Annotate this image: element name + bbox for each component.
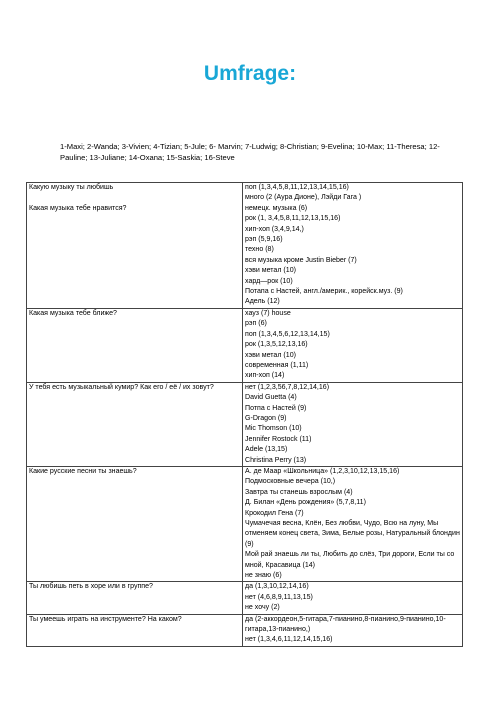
answer-text: нет (1,3,4,6,11,12,14,15,16) bbox=[245, 636, 333, 644]
question-text: Какая музыка тебе ближе? bbox=[29, 309, 117, 317]
question-cell bbox=[27, 614, 243, 646]
answer-text: хард—рок (10) bbox=[245, 277, 293, 285]
question-text: Какая музыка тебе нравится? bbox=[29, 204, 127, 212]
answer-cell bbox=[243, 582, 463, 614]
answer-text: Подмосковные вечера (10,) bbox=[245, 478, 336, 486]
answer-text: Adele (13,15) bbox=[245, 446, 288, 454]
answer-text: не знаю (6) bbox=[245, 572, 282, 580]
question-text: Ты любишь петь в хоре или в группе? bbox=[29, 583, 153, 591]
answer-cell bbox=[243, 183, 463, 309]
answer-cell bbox=[243, 382, 463, 466]
answer-text: рок (1, 3,4,5,8,11,12,13,15,16) bbox=[245, 215, 341, 223]
answer-text: хауз (7) house bbox=[245, 309, 291, 317]
answer-text: поп (1,3,4,5,6,12,13,14,15) bbox=[245, 330, 330, 338]
answer-text: хип-хоп (14) bbox=[245, 372, 285, 380]
question-text: У тебя есть музыкальный кумир? Как его / её / их зовут? bbox=[29, 383, 214, 391]
answer-text: Потпа с Настей (9) bbox=[245, 404, 307, 412]
question-cell bbox=[27, 183, 243, 309]
answer-text: рэп (6) bbox=[245, 320, 267, 328]
table-row bbox=[27, 614, 463, 646]
table-row bbox=[27, 183, 463, 309]
survey-table-body bbox=[27, 183, 463, 647]
question-text: Какую музыку ты любишь bbox=[29, 184, 114, 191]
answer-text: рэп (5,9,16) bbox=[245, 236, 283, 244]
answer-text: нет (1,2,3,56,7,8,12,14,16) bbox=[245, 383, 330, 391]
answer-text: Мой рай знаешь ли ты, Любить до слёз, Три дороги, Если ты со мной, Красавица (14) bbox=[245, 551, 455, 569]
answer-text: рок (1,3,5,12,13,16) bbox=[245, 341, 308, 349]
answer-text: современная (1,11) bbox=[245, 361, 309, 369]
answer-cell bbox=[243, 308, 463, 382]
answer-text: да (1,3,10,12,14,16) bbox=[245, 583, 309, 591]
answer-cell bbox=[243, 466, 463, 581]
question-cell bbox=[27, 308, 243, 382]
answer-text: Jennifer Rostock (11) bbox=[245, 435, 312, 443]
answer-text: А. де Маар «Школьница» (1,2,3,10,12,13,15,16) bbox=[245, 467, 400, 475]
answer-text: Christina Perry (13) bbox=[245, 456, 307, 464]
participants-list: 1-Maxi; 2-Wanda; 3-Vivien; 4-Tizian; 5-Jule; 6- Marvin; 7-Ludwig; 8-Christian; 9-Evelina; 10-Max; 11-Theresa; 12-Pauline; 13-Juliane; 14-Oxana; 15-Saskia; 16-Steve bbox=[60, 142, 440, 162]
answer-text: G-Dragon (9) bbox=[245, 414, 287, 422]
answer-text: много (2 (Аура Дионе), Лэйди Гага ) bbox=[245, 194, 362, 202]
answer-text: Завтра ты станешь взрослым (4) bbox=[245, 488, 353, 496]
answer-text: хип-хоп (3,4,9,14,) bbox=[245, 225, 304, 233]
answer-text: вся музыка кроме Justin Bieber (7) bbox=[245, 256, 357, 264]
table-row bbox=[27, 466, 463, 581]
page-title: Umfrage: bbox=[203, 62, 297, 85]
answer-text: техно (8) bbox=[245, 246, 274, 254]
question-text: Какие русские песни ты знаешь? bbox=[29, 467, 137, 475]
answer-text: нет (4,6,8,9,11,13,15) bbox=[245, 593, 313, 601]
answer-text: Адель (12) bbox=[245, 298, 280, 306]
answer-text: хэви метал (10) bbox=[245, 351, 296, 359]
table-row bbox=[27, 382, 463, 466]
answer-text: David Guetta (4) bbox=[245, 394, 297, 402]
answer-text: Mic Thomson (10) bbox=[245, 425, 302, 433]
answer-text: Крокодил Гена (7) bbox=[245, 509, 304, 517]
answer-text: да (2-аккордеон,5-гитара,7-пианино,8-пианино,9-пианино,10-гитара,13-пианино,) bbox=[245, 615, 446, 634]
question-spacer bbox=[29, 193, 240, 203]
answer-text: Д. Билан «День рождения» (5,7,8,11) bbox=[245, 499, 366, 507]
table-row bbox=[27, 308, 463, 382]
table-row bbox=[27, 582, 463, 614]
question-text: Ты умеешь играть на инструменте? На каком? bbox=[29, 615, 182, 623]
survey-table bbox=[26, 182, 463, 647]
question-cell bbox=[27, 382, 243, 466]
answer-text: не хочу (2) bbox=[245, 604, 280, 612]
answer-cell bbox=[243, 614, 463, 646]
question-cell bbox=[27, 466, 243, 581]
answer-text: Чумачечая весна, Клён, Без любви, Чудо, Всю на луну, Мы отменяем конец света, Зима, Белые розы, Натуральный блондин (9) bbox=[245, 520, 460, 548]
answer-text: поп (1,3,4,5,8,11,12,13,14,15,16) bbox=[245, 184, 349, 191]
answer-text: немецк. музыка (6) bbox=[245, 204, 308, 212]
answer-text: Потапа с Настей, англ./америк., корейск.муз. (9) bbox=[245, 288, 403, 296]
question-cell bbox=[27, 582, 243, 614]
answer-text: хэви метал (10) bbox=[245, 267, 296, 275]
